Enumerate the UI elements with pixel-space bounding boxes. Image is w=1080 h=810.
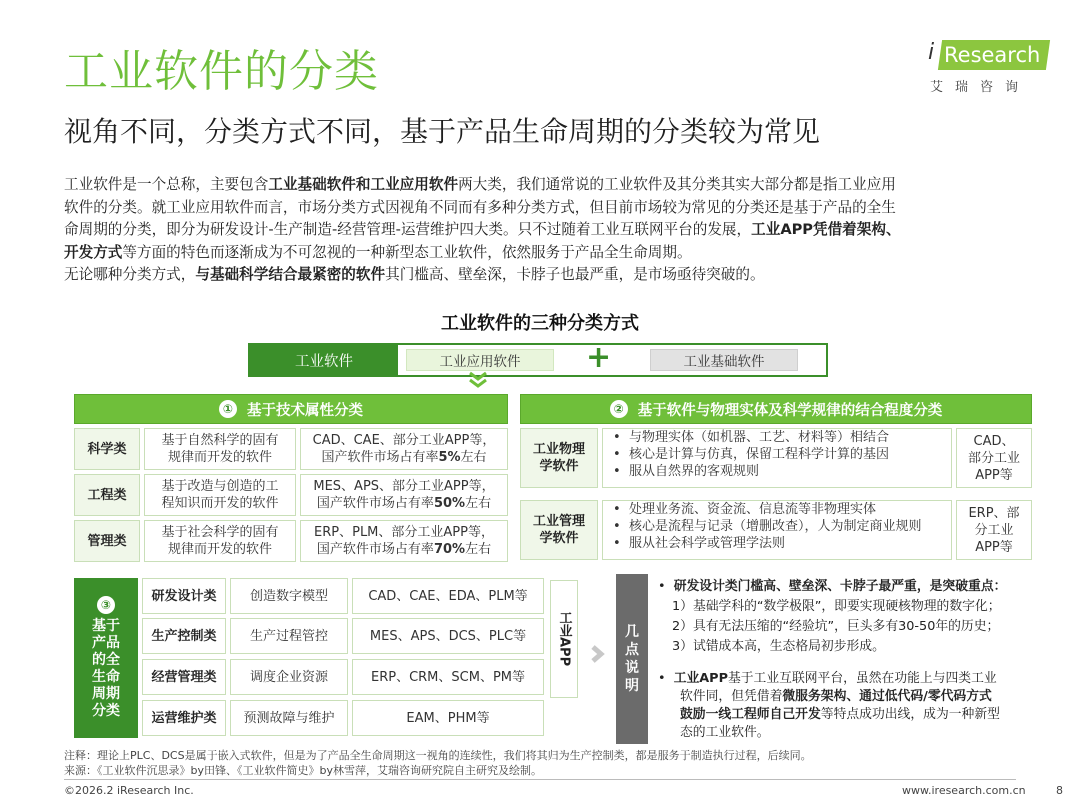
- sec3-row1-label: 研发设计类: [142, 578, 226, 614]
- sec3-row3-desc: 调度企业资源: [230, 659, 348, 695]
- sec1-row3-label: 管理类: [74, 520, 140, 562]
- sec2-row1-label: 工业物理 学软件: [520, 428, 598, 488]
- sec3-row3-label: 经营管理类: [142, 659, 226, 695]
- sec3-row3-examples: ERP、CRM、SCM、PM等: [352, 659, 544, 695]
- section1-header: [74, 394, 508, 424]
- industrial-app-vertical-label: 工业APP: [550, 580, 578, 698]
- plus-icon: +: [586, 340, 612, 375]
- section3-header: ③ 基于 产品 的全 生命 周期 分类: [74, 578, 138, 738]
- sec1-row1-label: 科学类: [74, 428, 140, 470]
- note-point-1a: 1）基础学科的“数学极限”，即要实现硬核物理的数字化；: [672, 599, 1001, 614]
- section2-number: ②: [610, 400, 628, 418]
- sec2-row1-bullets: • 与物理实体（如机器、工艺、材料等）相结合 • 核心是计算与仿真，保留工程科学计算的基因 • 服从自然界的客观规则: [602, 428, 952, 488]
- footnote-source: 来源：《工业软件沉思录》by田锋、《工业软件简史》by林雪萍，艾瑞咨询研究院自主研究及绘制。: [64, 764, 542, 777]
- note-point-2-line4: 态的工业软件。: [680, 725, 770, 740]
- page-subtitle: 视角不同，分类方式不同，基于产品生命周期的分类较为常见: [64, 115, 821, 148]
- sec3-row2-examples: MES、APS、DCS、PLC等: [352, 618, 544, 654]
- footer-divider: [64, 779, 1016, 780]
- page-title: 工业软件的分类: [64, 46, 379, 97]
- topbar-basic-software: 工业基础软件: [650, 349, 798, 371]
- section1-title: 基于技术属性分类: [247, 402, 363, 419]
- section2-title: 基于软件与物理实体及科学规律的结合程度分类: [637, 402, 943, 419]
- sec2-row2-examples: ERP、部 分工业 APP等: [956, 500, 1032, 560]
- topbar-application-software: 工业应用软件: [406, 349, 554, 371]
- note-point-2-line2: 软件同，但凭借着微服务架构、通过低代码/零代码方式: [680, 689, 992, 704]
- sec1-row1-desc: 基于自然科学的固有 规律而开发的软件: [144, 428, 296, 470]
- note-point-1b: 2）具有无法压缩的“经验坑”，巨头多有30-50年的历史；: [672, 619, 1000, 634]
- section2-header: [520, 394, 1032, 424]
- sec1-row2-examples: MES、APS、部分工业APP等， 国产软件市场占有率50%左右: [300, 474, 508, 516]
- section3-number: ③: [97, 596, 115, 614]
- diagram-title: 工业软件的三种分类方式: [441, 313, 639, 334]
- sec3-row4-examples: EAM、PHM等: [352, 700, 544, 736]
- note-point-2-line3: 鼓励一线工程师自己开发等特点成功出线，成为一种新型: [680, 707, 1000, 722]
- logo-i: i: [928, 40, 935, 65]
- note-point-2: • 工业APP基于工业互联网平台，虽然在功能上与四类工业: [658, 671, 997, 686]
- sec1-row3-desc: 基于社会科学的固有 规律而开发的软件: [144, 520, 296, 562]
- section1-number: ①: [219, 400, 237, 418]
- notes-box: [650, 574, 1030, 744]
- sec1-row2-label: 工程类: [74, 474, 140, 516]
- sec3-row2-label: 生产控制类: [142, 618, 226, 654]
- logo-subtext: 艾瑞咨询: [930, 80, 1031, 95]
- notes-label: 几 点 说 明: [616, 574, 648, 744]
- sec1-row1-examples: CAD、CAE、部分工业APP等， 国产软件市场占有率5%左右: [300, 428, 508, 470]
- sec2-row2-bullets: • 处理业务流、资金流、信息流等非物理实体 • 核心是流程与记录（增删改查），人为制定商业规则 • 服从社会科学或管理学法则: [602, 500, 952, 560]
- footer-url[interactable]: www.iresearch.com.cn: [902, 784, 1026, 797]
- sec3-row1-desc: 创造数字模型: [230, 578, 348, 614]
- arrow-right-icon: [588, 644, 608, 664]
- topbar-industrial-software: 工业软件: [250, 345, 398, 375]
- sec3-row1-examples: CAD、CAE、EDA、PLM等: [352, 578, 544, 614]
- footer-copyright: ©2026.2 iResearch Inc.: [64, 784, 194, 797]
- sec3-row4-desc: 预测故障与维护: [230, 700, 348, 736]
- iresearch-logo: [928, 38, 1050, 96]
- sec1-row3-examples: ERP、PLM、部分工业APP等， 国产软件市场占有率70%左右: [300, 520, 508, 562]
- page-number: 8: [1056, 784, 1063, 797]
- software-topbar: [248, 340, 828, 377]
- sec2-row2-label: 工业管理 学软件: [520, 500, 598, 560]
- note-point-1: • 研发设计类门槛高、壁垒深、卡脖子最严重，是突破重点：: [658, 579, 1007, 594]
- footnote-note: 注释：理论上PLC、DCS是属于嵌入式软件，但是为了产品全生命周期这一视角的连续性，我们将其归为生产控制类，都是服务于制造执行过程，后续同。: [64, 749, 812, 762]
- double-chevron-down-icon: [464, 370, 492, 390]
- sec1-row2-desc: 基于改造与创造的工 程知识而开发的软件: [144, 474, 296, 516]
- footnote: [64, 748, 812, 778]
- sec2-row1-examples: CAD、 部分工业 APP等: [956, 428, 1032, 488]
- sec3-row4-label: 运营维护类: [142, 700, 226, 736]
- logo-text: Research: [944, 43, 1041, 67]
- sec3-row2-desc: 生产过程管控: [230, 618, 348, 654]
- intro-paragraph: 工业软件是一个总称，主要包含工业基础软件和工业应用软件两大类，我们通常说的工业软件及其分类其实大部分都是指工业应用 软件的分类。就工业应用软件而言，市场分类方式因视角不同而有多种分类方式，但目前市场较为常见的分类还是基于产品的全生 命周期的分类，即分为研发设计-生产制造-经营管理-运营维护四大类。只不过随着工业互联网平台的发展，工业APP凭借着架构、 开发方式等方面的特色而逐渐成为不可忽视的一种新型态工业软件，依然服务于产品全生命周期。 无论哪种分类方式，与基础科学结合最紧密的软件其门槛高、壁垒深，卡脖子也最严重，是市场亟待突破的。: [64, 176, 901, 284]
- note-point-1c: 3）试错成本高，生态格局初步形成。: [672, 639, 885, 654]
